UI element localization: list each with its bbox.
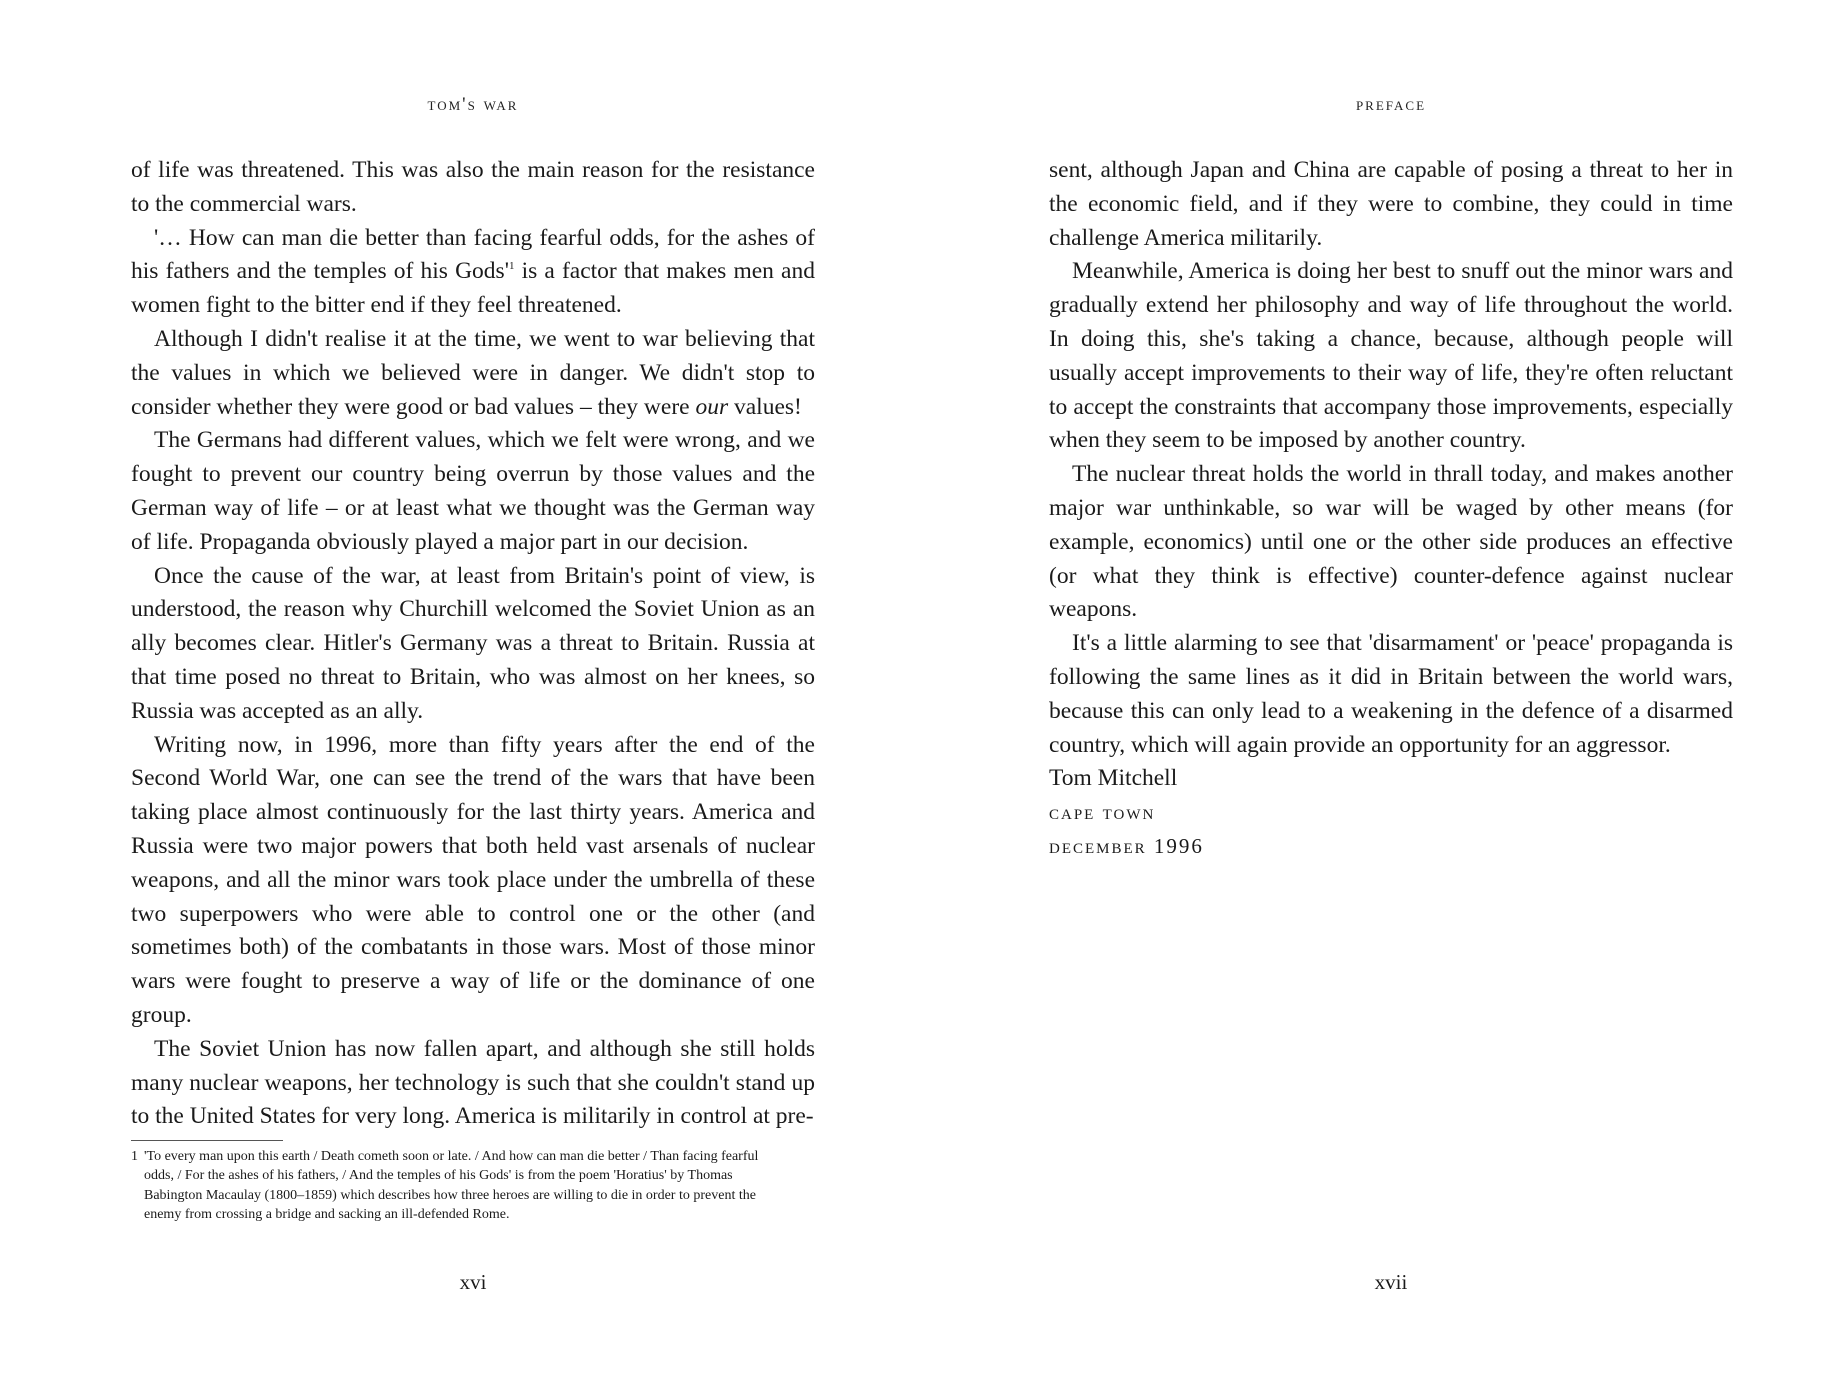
paragraph xyxy=(131,323,815,424)
page-number-right: xvii xyxy=(1374,1270,1408,1294)
paragraph-continuation: is a factor that makes men and women fight to the bitter end if they feel threatened. xyxy=(131,258,815,319)
right-body-text xyxy=(1049,154,1733,762)
right-page xyxy=(1049,0,1733,1382)
signature-block xyxy=(1049,762,1733,863)
left-page xyxy=(131,0,815,1382)
paragraph: The Germans had different values, which we felt were wrong, and we fought to prevent our country being overrun by those values and the German way of life – or at least what we thought was the German way of life. Propaganda obviously played a major part in our decision. xyxy=(131,427,815,555)
page-number-left: xvi xyxy=(459,1270,487,1294)
footnote-marker: 1 xyxy=(508,260,515,273)
left-body-text xyxy=(131,154,815,1134)
quotation-text: '… How can man die better than facing fearful odds, for the ashes of his fathers and the temples of his Gods' xyxy=(131,224,815,285)
footnote xyxy=(131,1147,791,1225)
emphasis-text: our xyxy=(695,393,729,420)
signature-place: cape town xyxy=(1049,799,1156,824)
paragraph: Meanwhile, America is doing her best to snuff out the minor wars and gradually extend her philosophy and way of life throughout the world. In doing this, she's taking a chance, because, although people will usually accept improvements to their way of life, they're often reluctant to accept the constraints that accompany those improvements, especially when they seem to be imposed by another country. xyxy=(1049,258,1733,454)
running-head-right: preface xyxy=(1355,94,1427,115)
paragraph: The nuclear threat holds the world in thrall today, and makes another major war unthinkable, so war will be waged by other means (for example, economics) until one or the other side produces an effective (or what they think is effective) counter-defence against nuclear weapons. xyxy=(1049,461,1733,623)
paragraph-text: Although I didn't realise it at the time, we went to war believing that the values in which we believed were in danger. We didn't stop to consider whether they were good or bad values – they were xyxy=(131,325,815,420)
paragraph xyxy=(131,222,815,323)
paragraph: Once the cause of the war, at least from Britain's point of view, is understood, the reason why Churchill welcomed the Soviet Union as an ally becomes clear. Hitler's Germany was a threat to Britain. Russia at that time posed no threat to Britain, who was almost on her knees, so Russia was accepted as an ally. xyxy=(131,562,815,724)
paragraph: The Soviet Union has now fallen apart, and although she still holds many nuclear weapons, her technology is such that she couldn't stand up to the United States for very long. America is militarily in control at pre- xyxy=(131,1035,815,1130)
author-name: Tom Mitchell xyxy=(1049,765,1178,791)
footnote-text: 'To every man upon this earth / Death cometh soon or late. / And how can man die better / Than facing fearful odds, / For the ashes of his fathers, / And the temples of his Gods' is from the poem 'Horatius' by Thomas Babington Macaulay (1800–1859) which describes how three heroes are willing to die in order to prevent the enemy from crossing a bridge and sacking an ill-defended Rome. xyxy=(144,1149,759,1223)
signature-date: december 1996 xyxy=(1049,833,1204,858)
paragraph: sent, although Japan and China are capable of posing a threat to her in the economic field, and if they were to combine, they could in time challenge America militarily. xyxy=(1049,157,1733,251)
footnote-number: 1 xyxy=(131,1149,138,1164)
running-head-left: tom's war xyxy=(427,94,519,115)
paragraph: It's a little alarming to see that 'disarmament' or 'peace' propaganda is following the same lines as it did in Britain between the world wars, because this can only lead to a weakening in the defence of a disarmed country, which will again provide an opportunity for an aggressor. xyxy=(1049,630,1733,758)
paragraph: Writing now, in 1996, more than fifty years after the end of the Second World War, one can see the trend of the wars that have been taking place almost continuously for the last thirty years. America and Russia were two major powers that both held vast arsenals of nuclear weapons, and all the minor wars took place under the umbrella of these two superpowers who were able to control one or the other (and sometimes both) of the combatants in those wars. Most of those minor wars were fought to preserve a way of life or the dominance of one group. xyxy=(131,731,815,1028)
footnote-rule xyxy=(131,1140,283,1141)
paragraph-continuation: values! xyxy=(728,393,802,420)
paragraph: of life was threatened. This was also the main reason for the resistance to the commercial wars. xyxy=(131,157,815,217)
